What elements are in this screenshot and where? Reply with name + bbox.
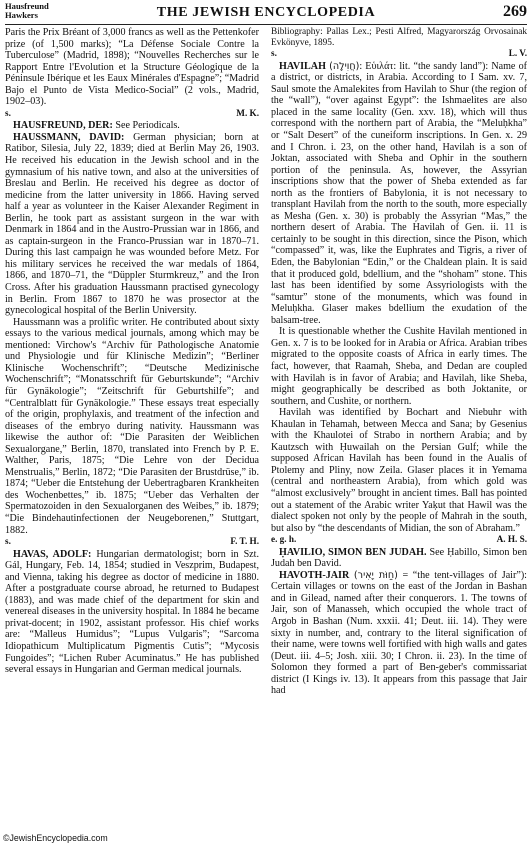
page-header	[5, 2, 527, 26]
entry-havas	[5, 549, 259, 676]
headword: ḤAVILIO, SIMON BEN JUDAH.	[279, 546, 427, 558]
copyright-notice: ©JewishEncyclopedia.com	[3, 833, 108, 843]
hebrew-name: (חַוֹּת יָאִיר)	[353, 569, 398, 581]
headword: HAUSSMANN, DAVID:	[13, 131, 125, 143]
signature-initials: L. V.	[508, 48, 527, 59]
entry-text: German physician; born at Ratibor, Silesia, July 22, 1839; died at Berlin May 26, 1903. He received his education in the Jewish school and in the gymnasium of his native town, and also at the universities of Breslau and Berlin. He received his degree as doctor of medicine from the latter university in 1866. Having served half a year as volunteer in the Kaiser Alexander Regiment in Berlin, he took part as assistant surgeon in the war with Denmark in 1864 and in the Austro-Prussian war in 1866, and as captain-surgeon in the Franco-Prussian war in 1870–71. During this last campaign he was wounded before Metz. For his military services he received the war medals of 1864, 1866, and 1870–71, the “Düppler Sturmkreuz,” and the Iron Cross. After his graduation Haussmann practised gynecology in Berlin. From 1867 to 1870 he was prosector at the gynecological hospital of the Berlin University.	[5, 131, 259, 317]
signature-initials: A. H. S.	[496, 534, 527, 545]
signature-line	[5, 536, 259, 548]
running-head-first: Hausfreund	[5, 1, 49, 11]
hebrew-name: (חֲוִילָה)	[329, 60, 360, 72]
bibliography: Bibliography: Pallas Lex.; Pesti Alfred, Magyarország Orvosainak Evkönyve, 1895.	[271, 27, 527, 48]
signature-tag: s.	[5, 536, 11, 547]
headword: HAVILAH	[279, 60, 326, 72]
signature-line	[5, 108, 259, 120]
signature-line	[271, 534, 527, 546]
entry-hausfreund	[5, 120, 259, 132]
headword: HAVAS, ADOLF:	[13, 548, 92, 560]
page-number: 269	[503, 3, 527, 20]
article-continuation: Paris the Prix Bréant of 3,000 francs as well as the Pettenkofer prize (of 1,500 marks); “La Défense Sociale Contre la Tuberculose” (Madrid, 1898); “Nouvelles Recherches sur le Rapport Entre l'Evolution et la Structure Géologique de la Péninsule Ibérique et les Eaux Minérales d'Espagne”; “Madrid Bajo el Punto de Vista Medico-Social” (2 vols., Madrid, 1902–03).	[5, 27, 259, 108]
entry-paragraph: Havilah was identified by Bochart and Niebuhr with Khaulan in Tehamah, between Mecca and Sana; by Gesenius with the Khaulotei of Strabo in northern Arabia; and by Kautzsch with Ḥuwailah on the Persian Gulf; while the supposed African Havilah has been found in the Aualis of Ptolemy and Pliny, now Zeila. Glaser places it in Yemama (central and northeastern Arabia), from which gold was “almost exclusively” brought in ancient times. Ball has pointed out a statement of the Arabic writer Yaḳut that Hawil was the dialect spoken not only by the people of Mahrah in the south, but also by “the descendants of Midian, the son of Abraham.”	[271, 407, 527, 534]
signature-initials: M. K.	[236, 107, 259, 118]
entry-haussmann	[5, 132, 259, 317]
signature-tag: s.	[271, 48, 277, 59]
entry-text: See Ḥabillo, Simon ben Judah ben David.	[271, 546, 528, 570]
signature-tag: s.	[5, 107, 11, 118]
entry-text: : Eὑιλάτ: lit. “the sandy land”): Name of a district, or districts, in Arabia. According to I Sam. xv. 7, Saul smote the Amalekites from Havilah to Shur (the region of the “wall”), “over against Egypt”: the Ishmaelites are also placed in the same locality (Gen. xxv. 18), which will thus correspond with the northern part of Arabia, the “Meluḥkha” or “Salt Desert” of the cuneiform inscriptions. In Gen. x. 29 and I Chron. i. 23, on the other hand, Havilah is a son of Joktan, associated with Sheba and Ophir in the southern portion of the peninsula. As, however, the Assyrian inscriptions show that the power of Sheba extended as far north as the frontiers of Babylonia, it is not necessary to transplant Havilah from the north to the south, more especially as Mesha (Gen. x. 30) is probably the Assyrian “Mas,” the northern desert of Arabia. The Havilah of Gen. ii. 11 is certainly to be sought in this direction, since the Pison, which “compassed” it, was, like the Euphrates and Tigris, a river of Eden, the Babylonian “Edin,” or the Chaldean plain. It is said that it produced gold, bdellium, and the “shoham” stone. This last has been identified by some Assyriologists with the “samtur” stone of the monuments, which was found in Meluḥkha. Glaser makes bdellium the exudation of the balsam-tree.	[271, 60, 527, 326]
entry-havilah	[271, 61, 527, 327]
entry-paragraph: It is questionable whether the Cushite Havilah mentioned in Gen. x. 7 is to be looked for in Arabia or Africa. Arabian tribes migrated to the opposite coasts of Africa in early times. The fact, however, that Raamah, Sheba, and Dedan are coupled with Havilah is in favor of Arabia; and Havilah, like Sheba, might geographically be described as both Joktanite, or southern, and Cushite, or northern.	[271, 326, 527, 407]
entry-paragraph: Haussmann was a prolific writer. He contributed about sixty essays to the various medical journals, among which may be mentioned: Virchow's “Archiv für Pathologische Anatomie und Physiologie und für Klinische Medizin”; “Berliner Klinische Wochenschrift”; “Deutsche Medizinische Wochenschrift”; “Monatsschrift für Geburtskunde”; “Archiv für Gynäkologie”; “Zeitschrift für Geburtshilfe”; and “Centralblatt für Gynäkologie.” These essays treat especially of the origin, prophylaxis, and treatment of the infection and diseases of the embryo during nativity. Haussmann was likewise the author of: “Die Parasiten der Weiblichen Sexualorgane,” Berlin, 1870, translated into French by P. E. Walther, Paris, 1875; “Die Lehre von der Decidua Menstrualis,” Berlin, 1872; “Die Parasiten der Brustdrüse,” ib. 1874; “Ueber die Entstehung der Uebertragbaren Krankheiten des Wochenbettes,” ib. 1875; “Ueber das Verhalten der Spermatozoiden in den Sexualorganen des Weibes,” ib. 1879; “Die Bindehautinfectionen der Neugeborenen,” Stuttgart, 1882.	[5, 316, 259, 536]
headword: HAVOTH-JAIR	[279, 569, 350, 581]
headword: HAUSFREUND, DER:	[13, 120, 113, 132]
entry-text: Hungarian dermatologist; born in Szt. Gál, Hungary, Feb. 14, 1854; studied in Veszprim, Budapest, and Vienna, taking his degree as doctor of medicine in 1880. After a postgraduate course abroad, he returned to Budapest (1883), and was made chief of the department for skin and venereal diseases in the university hospital. In 1884 he became privat-docent; in 1902, assistant professor. His chief works are: “Malleus Humidus”; “Lupus Vulgaris”; “Sarcoma Idiopathicum Multiplicatum Pigmentis Cutis”; “Mycosis Fungoides”; “Lichen Ruber Acuminatus.” He has published several essays in Hungarian and German medical journals.	[5, 548, 259, 676]
entry-text: = “the tent-villages of Jair”): Certain villages or towns on the east of the Jordan in Bashan and in Gilead, named after their conquerors. 1. The towns of Jair, son of Manasseh, which occupied the whole tract of Argob in Bashan (Num. xxxii. 41; Deut. iii. 14). They were sixty in number, and, contrary to the literal signification of their name, were towns well fortified with high walls and gates (Deut. iii. 4–5; Josh. xiii. 30; I Chron. ii. 23). In the time of Solomon they formed a part of Ben-geber's commissariat district (I Kings iv. 13). It appears from this passage that Jair had	[271, 569, 527, 697]
signature-tag: e. g. h.	[271, 534, 297, 545]
entry-text: See Periodicals.	[112, 120, 180, 132]
publication-title: THE JEWISH ENCYCLOPEDIA	[156, 5, 376, 20]
entry-havilio	[271, 547, 527, 570]
header-rule	[5, 24, 527, 25]
signature-initials: F. T. H.	[230, 536, 259, 547]
left-column	[5, 27, 259, 676]
right-column	[271, 27, 527, 697]
signature-line	[271, 48, 527, 60]
entry-havoth-jair	[271, 570, 527, 697]
running-head-last: Hawkers	[5, 10, 38, 20]
